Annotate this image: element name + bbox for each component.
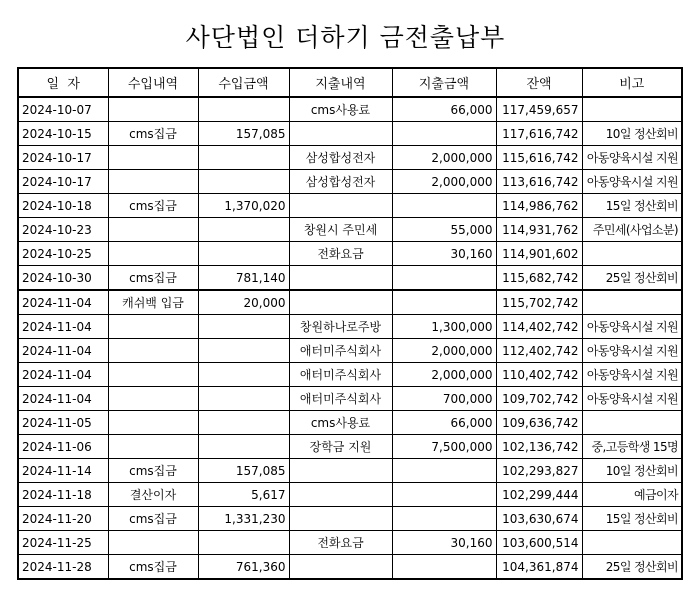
cell-date: 2024-10-18 bbox=[18, 194, 108, 218]
cell-expense-amount: 30,160 bbox=[392, 242, 496, 266]
cell-expense-desc: cms사용료 bbox=[289, 97, 392, 122]
cell-expense-desc bbox=[289, 122, 392, 146]
cell-note: 15일 정산회비 bbox=[582, 507, 682, 531]
cell-date: 2024-11-25 bbox=[18, 531, 108, 555]
cell-expense-amount bbox=[392, 555, 496, 580]
cell-note: 중,고등학생 15명 bbox=[582, 435, 682, 459]
cell-income-desc bbox=[108, 146, 198, 170]
cell-date: 2024-10-17 bbox=[18, 170, 108, 194]
cell-income-desc: cms집금 bbox=[108, 122, 198, 146]
cell-date: 2024-11-18 bbox=[18, 483, 108, 507]
cell-balance: 115,702,742 bbox=[496, 290, 582, 315]
cell-income-desc bbox=[108, 339, 198, 363]
cell-date: 2024-11-04 bbox=[18, 290, 108, 315]
cell-income-desc: cms집금 bbox=[108, 555, 198, 580]
table-row bbox=[18, 555, 682, 580]
cell-note bbox=[582, 97, 682, 122]
cell-income-amount bbox=[198, 387, 289, 411]
cell-income-amount: 1,331,230 bbox=[198, 507, 289, 531]
table-row bbox=[18, 218, 682, 242]
cell-balance: 102,136,742 bbox=[496, 435, 582, 459]
cell-income-amount bbox=[198, 339, 289, 363]
column-header-note: 비고 bbox=[582, 68, 682, 97]
column-header-date: 일 자 bbox=[18, 68, 108, 97]
cell-expense-desc: 삼성합성전자 bbox=[289, 170, 392, 194]
cell-note: 25일 정산회비 bbox=[582, 266, 682, 291]
cell-balance: 102,293,827 bbox=[496, 459, 582, 483]
table-row bbox=[18, 363, 682, 387]
table-row bbox=[18, 290, 682, 315]
table-row bbox=[18, 315, 682, 339]
cell-date: 2024-11-06 bbox=[18, 435, 108, 459]
cell-expense-desc: 삼성합성전자 bbox=[289, 146, 392, 170]
cell-date: 2024-11-14 bbox=[18, 459, 108, 483]
cell-balance: 103,600,514 bbox=[496, 531, 582, 555]
cell-note: 아동양육시설 지원 bbox=[582, 339, 682, 363]
cell-expense-amount: 2,000,000 bbox=[392, 339, 496, 363]
cell-income-amount bbox=[198, 531, 289, 555]
table-row bbox=[18, 483, 682, 507]
cell-expense-desc: 애터미주식회사 bbox=[289, 363, 392, 387]
cell-note: 아동양육시설 지원 bbox=[582, 387, 682, 411]
cell-income-desc bbox=[108, 170, 198, 194]
cell-income-amount bbox=[198, 411, 289, 435]
cell-date: 2024-11-04 bbox=[18, 363, 108, 387]
cell-income-amount bbox=[198, 242, 289, 266]
table-row bbox=[18, 531, 682, 555]
cell-income-amount: 1,370,020 bbox=[198, 194, 289, 218]
cell-note: 10일 정산회비 bbox=[582, 459, 682, 483]
cell-expense-amount: 2,000,000 bbox=[392, 170, 496, 194]
cell-date: 2024-10-07 bbox=[18, 97, 108, 122]
cell-note: 예금이자 bbox=[582, 483, 682, 507]
cell-income-desc bbox=[108, 435, 198, 459]
cell-income-desc bbox=[108, 97, 198, 122]
cell-income-amount bbox=[198, 315, 289, 339]
cell-date: 2024-11-04 bbox=[18, 339, 108, 363]
column-header-balance: 잔액 bbox=[496, 68, 582, 97]
cell-expense-desc: 애터미주식회사 bbox=[289, 339, 392, 363]
cell-note: 아동양육시설 지원 bbox=[582, 170, 682, 194]
cell-income-amount: 20,000 bbox=[198, 290, 289, 315]
cell-note bbox=[582, 290, 682, 315]
table-row bbox=[18, 459, 682, 483]
cell-expense-amount bbox=[392, 290, 496, 315]
cell-income-desc bbox=[108, 411, 198, 435]
cell-date: 2024-11-04 bbox=[18, 387, 108, 411]
cell-balance: 115,682,742 bbox=[496, 266, 582, 291]
cell-income-desc: cms집금 bbox=[108, 459, 198, 483]
cell-expense-amount bbox=[392, 266, 496, 291]
cell-balance: 114,901,602 bbox=[496, 242, 582, 266]
cell-date: 2024-11-05 bbox=[18, 411, 108, 435]
cell-date: 2024-10-30 bbox=[18, 266, 108, 291]
table-row bbox=[18, 170, 682, 194]
cell-note: 아동양육시설 지원 bbox=[582, 146, 682, 170]
cell-income-desc bbox=[108, 363, 198, 387]
cell-balance: 110,402,742 bbox=[496, 363, 582, 387]
cell-income-desc: 결산이자 bbox=[108, 483, 198, 507]
cell-expense-amount: 2,000,000 bbox=[392, 146, 496, 170]
table-row bbox=[18, 411, 682, 435]
cell-income-desc bbox=[108, 218, 198, 242]
column-header-expense-amount: 지출금액 bbox=[392, 68, 496, 97]
cell-note: 아동양육시설 지원 bbox=[582, 315, 682, 339]
cell-expense-amount bbox=[392, 122, 496, 146]
cell-balance: 113,616,742 bbox=[496, 170, 582, 194]
cell-expense-desc: cms사용료 bbox=[289, 411, 392, 435]
cell-income-desc: cms집금 bbox=[108, 194, 198, 218]
cell-income-amount bbox=[198, 218, 289, 242]
cell-income-desc bbox=[108, 242, 198, 266]
cell-balance: 102,299,444 bbox=[496, 483, 582, 507]
cell-income-amount bbox=[198, 170, 289, 194]
cell-note: 아동양육시설 지원 bbox=[582, 363, 682, 387]
cell-income-amount: 157,085 bbox=[198, 459, 289, 483]
ledger-body bbox=[18, 97, 682, 579]
cell-balance: 115,616,742 bbox=[496, 146, 582, 170]
cell-note bbox=[582, 411, 682, 435]
cell-balance: 104,361,874 bbox=[496, 555, 582, 580]
table-row bbox=[18, 194, 682, 218]
cell-expense-desc bbox=[289, 290, 392, 315]
cell-date: 2024-10-17 bbox=[18, 146, 108, 170]
cell-income-amount bbox=[198, 97, 289, 122]
cell-income-desc: cms집금 bbox=[108, 507, 198, 531]
cell-expense-desc: 전화요금 bbox=[289, 531, 392, 555]
table-row bbox=[18, 266, 682, 291]
cell-expense-amount: 2,000,000 bbox=[392, 363, 496, 387]
cell-expense-desc: 애터미주식회사 bbox=[289, 387, 392, 411]
cell-expense-desc bbox=[289, 483, 392, 507]
cell-income-amount bbox=[198, 435, 289, 459]
cell-income-desc bbox=[108, 315, 198, 339]
cell-note: 10일 정산회비 bbox=[582, 122, 682, 146]
cell-expense-desc bbox=[289, 194, 392, 218]
table-row bbox=[18, 242, 682, 266]
cell-balance: 103,630,674 bbox=[496, 507, 582, 531]
cell-income-amount: 157,085 bbox=[198, 122, 289, 146]
table-row bbox=[18, 146, 682, 170]
ledger-table bbox=[17, 67, 683, 580]
column-header-income-desc: 수입내역 bbox=[108, 68, 198, 97]
cell-balance: 117,616,742 bbox=[496, 122, 582, 146]
cell-date: 2024-11-20 bbox=[18, 507, 108, 531]
page-title: 사단법인 더하기 금전출납부 bbox=[185, 23, 506, 52]
table-row bbox=[18, 339, 682, 363]
cell-note: 25일 정산회비 bbox=[582, 555, 682, 580]
header-row bbox=[18, 68, 682, 97]
cell-balance: 117,459,657 bbox=[496, 97, 582, 122]
cell-balance: 114,402,742 bbox=[496, 315, 582, 339]
cell-date: 2024-10-23 bbox=[18, 218, 108, 242]
column-header-expense-desc: 지출내역 bbox=[289, 68, 392, 97]
cell-expense-desc bbox=[289, 555, 392, 580]
cell-income-amount bbox=[198, 363, 289, 387]
cell-expense-desc bbox=[289, 266, 392, 291]
cell-balance: 109,636,742 bbox=[496, 411, 582, 435]
cell-balance: 114,986,762 bbox=[496, 194, 582, 218]
cell-income-desc bbox=[108, 387, 198, 411]
cell-expense-desc bbox=[289, 459, 392, 483]
cell-expense-desc: 장학금 지원 bbox=[289, 435, 392, 459]
cell-expense-amount: 30,160 bbox=[392, 531, 496, 555]
table-row bbox=[18, 435, 682, 459]
table-row bbox=[18, 387, 682, 411]
cell-note bbox=[582, 531, 682, 555]
cell-date: 2024-11-04 bbox=[18, 315, 108, 339]
cell-expense-amount bbox=[392, 507, 496, 531]
cell-income-amount: 5,617 bbox=[198, 483, 289, 507]
cell-expense-amount: 55,000 bbox=[392, 218, 496, 242]
cell-note: 주민세(사업소분) bbox=[582, 218, 682, 242]
cell-balance: 109,702,742 bbox=[496, 387, 582, 411]
cell-date: 2024-11-28 bbox=[18, 555, 108, 580]
cell-date: 2024-10-15 bbox=[18, 122, 108, 146]
cell-income-desc bbox=[108, 531, 198, 555]
table-row bbox=[18, 97, 682, 122]
cell-balance: 114,931,762 bbox=[496, 218, 582, 242]
table-row bbox=[18, 122, 682, 146]
cell-expense-amount: 700,000 bbox=[392, 387, 496, 411]
cell-income-amount: 761,360 bbox=[198, 555, 289, 580]
table-row bbox=[18, 507, 682, 531]
cell-income-desc: cms집금 bbox=[108, 266, 198, 291]
column-header-income-amount: 수입금액 bbox=[198, 68, 289, 97]
cell-expense-desc bbox=[289, 507, 392, 531]
cell-expense-amount bbox=[392, 459, 496, 483]
cell-expense-amount: 66,000 bbox=[392, 97, 496, 122]
cell-expense-amount bbox=[392, 194, 496, 218]
cell-income-amount bbox=[198, 146, 289, 170]
cell-expense-amount: 1,300,000 bbox=[392, 315, 496, 339]
cell-expense-desc: 창원하나로주방 bbox=[289, 315, 392, 339]
cell-balance: 112,402,742 bbox=[496, 339, 582, 363]
cell-date: 2024-10-25 bbox=[18, 242, 108, 266]
cell-expense-desc: 창원시 주민세 bbox=[289, 218, 392, 242]
cell-expense-amount: 66,000 bbox=[392, 411, 496, 435]
cell-income-desc: 캐쉬백 입금 bbox=[108, 290, 198, 315]
cell-expense-amount bbox=[392, 483, 496, 507]
cell-note bbox=[582, 242, 682, 266]
cell-note: 15일 정산회비 bbox=[582, 194, 682, 218]
cell-expense-desc: 전화요금 bbox=[289, 242, 392, 266]
cell-expense-amount: 7,500,000 bbox=[392, 435, 496, 459]
cell-income-amount: 781,140 bbox=[198, 266, 289, 291]
